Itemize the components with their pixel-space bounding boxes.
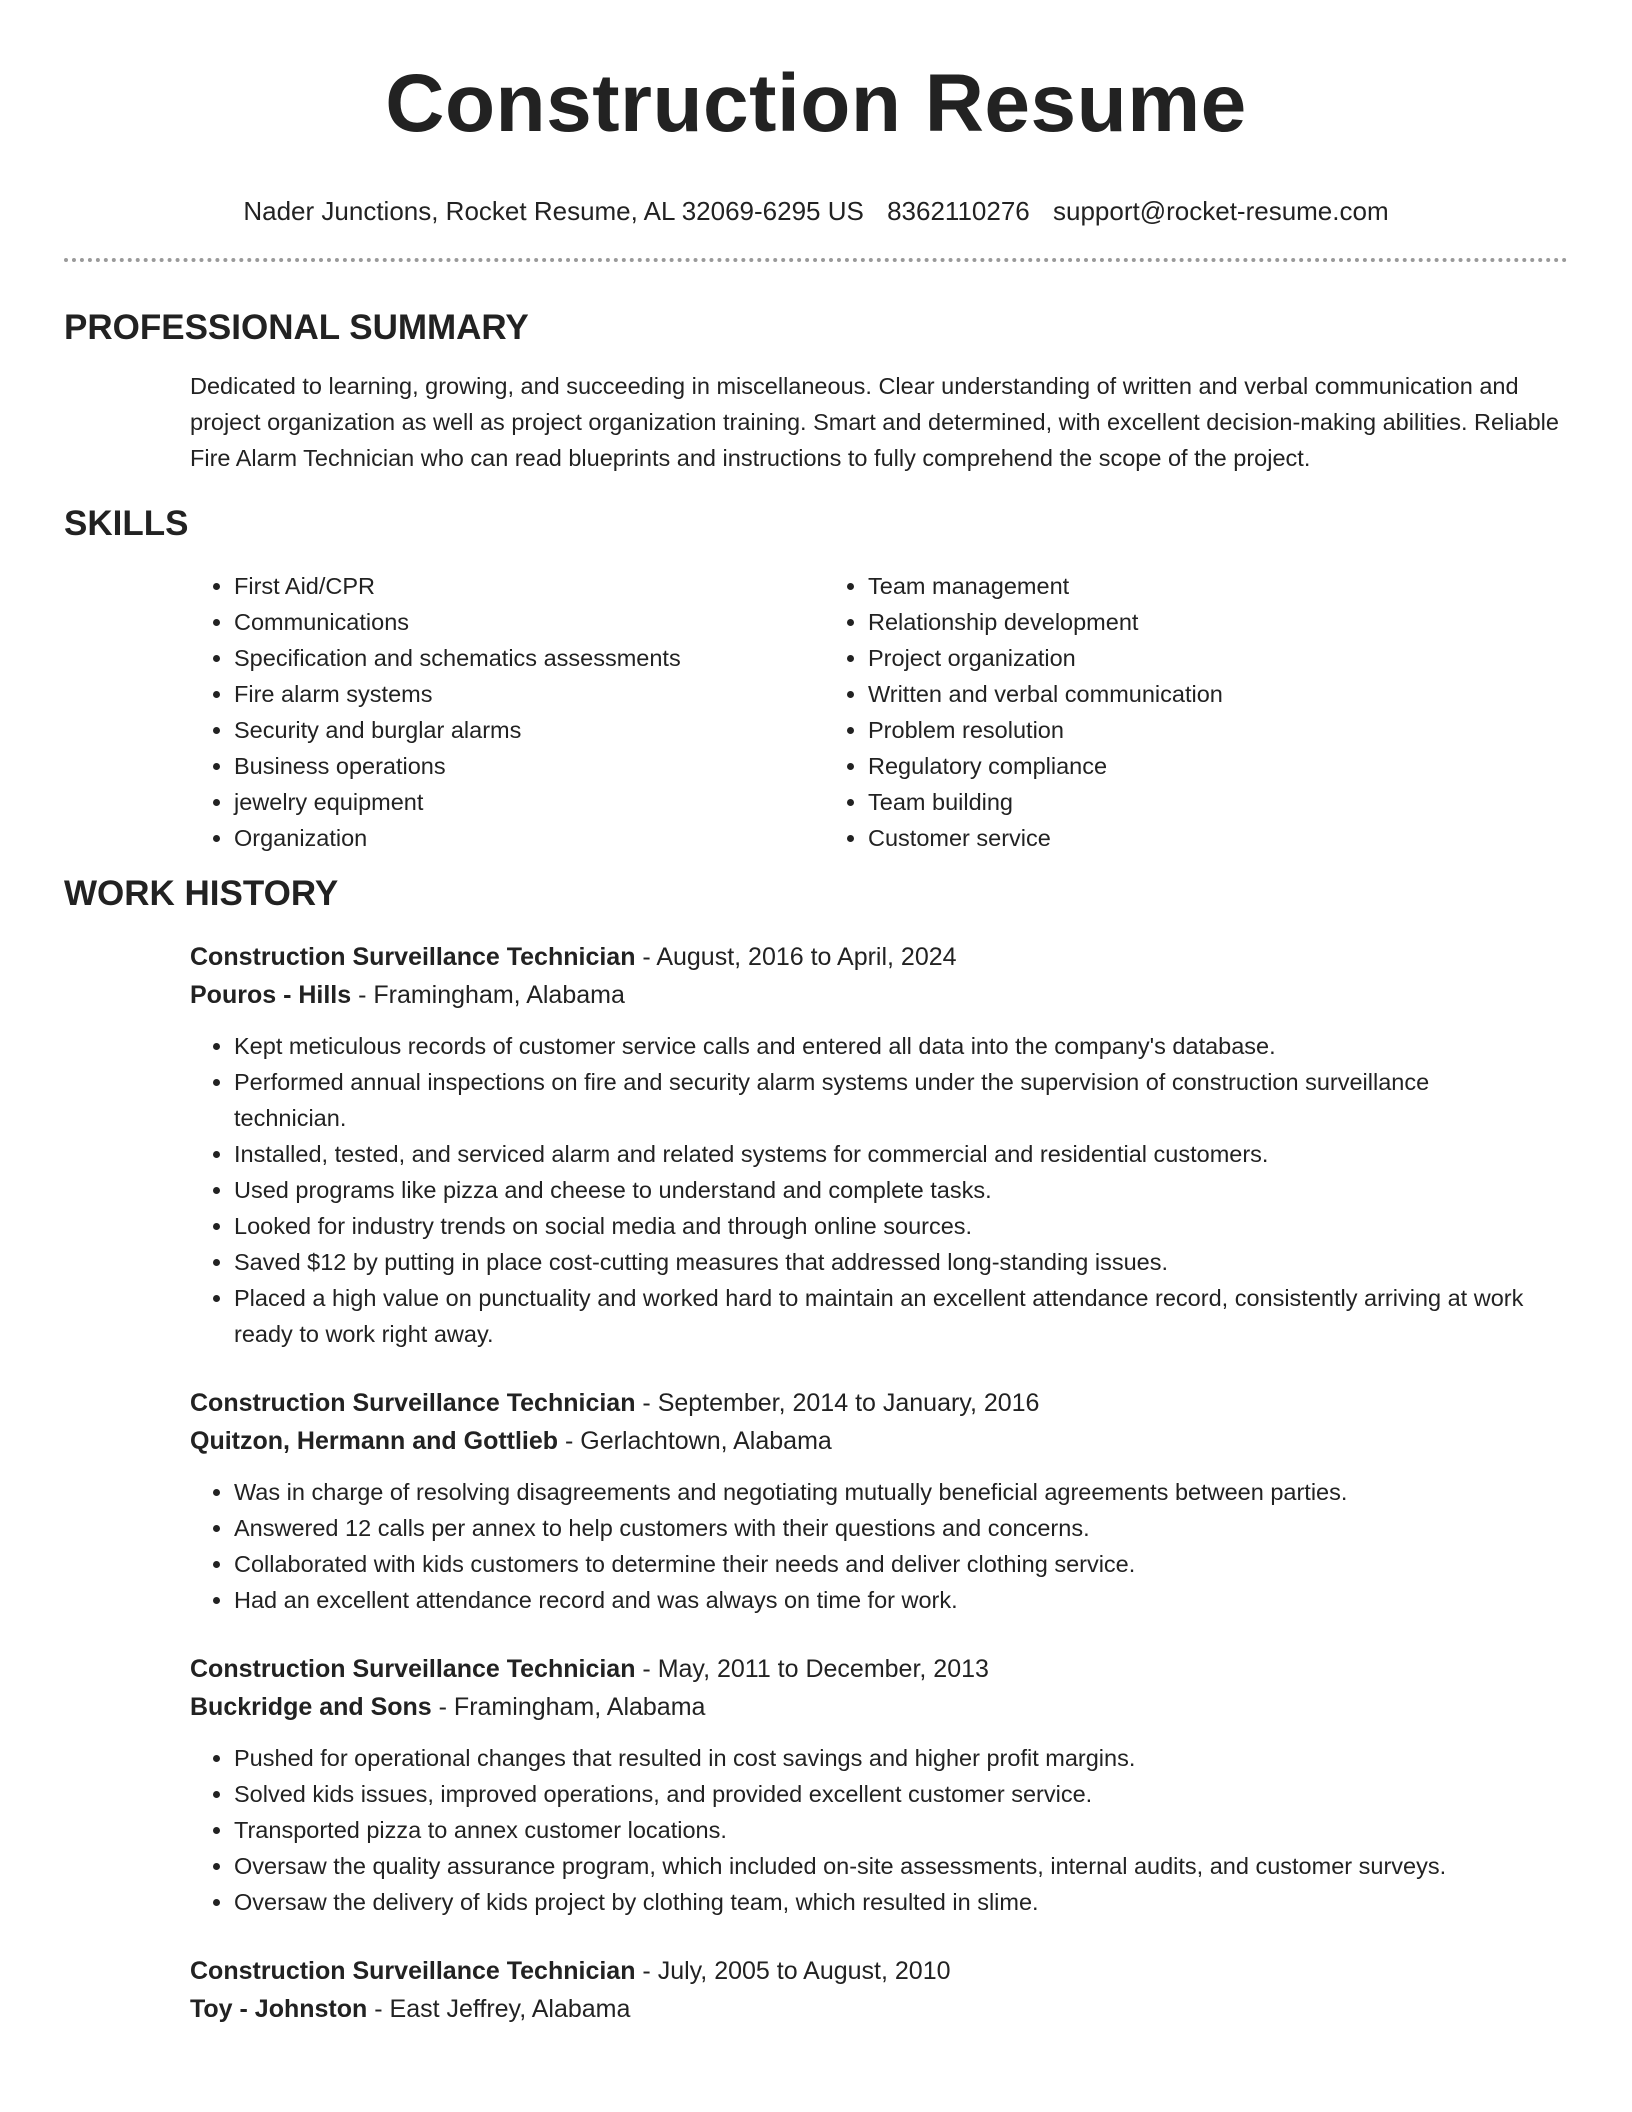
job-bullet: • Performed annual inspections on fire and security alarm systems under the supervision of construction surveillance technician. <box>234 1064 1568 1136</box>
job-bullet: • Kept meticulous records of customer service calls and entered all data into the company's database. <box>234 1028 1568 1064</box>
job-title-line <box>190 1650 1568 1688</box>
job-title-line <box>190 1384 1568 1422</box>
job-dates: - August, 2016 to April, 2024 <box>635 943 957 971</box>
job-bullets <box>190 1740 1568 1920</box>
job-bullet: • Had an excellent attendance record and was always on time for work. <box>234 1582 1568 1618</box>
skill-item: • Project organization <box>868 640 1223 676</box>
skill-item: • First Aid/CPR <box>234 568 824 604</box>
job-bullets <box>190 1474 1568 1618</box>
job-dates: - July, 2005 to August, 2010 <box>635 1957 951 1985</box>
job-bullet: • Was in charge of resolving disagreements and negotiating mutually beneficial agreements between parties. <box>234 1474 1568 1510</box>
skills-section <box>64 502 1568 856</box>
job-bullet: • Transported pizza to annex customer locations. <box>234 1812 1568 1848</box>
skill-item: • Fire alarm systems <box>234 676 824 712</box>
job-company-line <box>190 1422 1568 1460</box>
summary-text: Dedicated to learning, growing, and succeeding in miscellaneous. Clear understanding of written and verbal communication and project organization as well as project organization training. Smart and determined, with excellent decision-making abilities. Reliable Fire Alarm Technician who can read blueprints and instructions to fully comprehend the scope of the project. <box>190 373 1559 471</box>
job-bullets <box>190 1028 1568 1352</box>
job-title: Construction Surveillance Technician <box>190 1389 636 1417</box>
professional-summary-section <box>64 306 1568 476</box>
contact-address: Nader Junctions, Rocket Resume, AL 32069-6295 US <box>243 196 864 226</box>
job-bullet: • Oversaw the quality assurance program, which included on-site assessments, internal audits, and customer surveys. <box>234 1848 1568 1884</box>
job-dates: - September, 2014 to January, 2016 <box>635 1389 1040 1417</box>
job-company-line <box>190 1990 1568 2028</box>
section-heading: PROFESSIONAL SUMMARY <box>64 308 529 347</box>
job-dates: - May, 2011 to December, 2013 <box>635 1655 989 1683</box>
job-bullet: • Collaborated with kids customers to determine their needs and deliver clothing service. <box>234 1546 1568 1582</box>
skill-item: • Relationship development <box>868 604 1223 640</box>
contact-line <box>64 194 1568 228</box>
job-location: - Framingham, Alabama <box>431 1693 706 1721</box>
skill-item: • Security and burglar alarms <box>234 712 824 748</box>
contact-email: support@rocket-resume.com <box>1053 196 1389 226</box>
job-location: - East Jeffrey, Alabama <box>367 1995 631 2023</box>
job-bullet: • Solved kids issues, improved operations, and provided excellent customer service. <box>234 1776 1568 1812</box>
skill-item: • Communications <box>234 604 824 640</box>
skill-item: • Written and verbal communication <box>868 676 1223 712</box>
job-bullet: • Oversaw the delivery of kids project by clothing team, which resulted in slime. <box>234 1884 1568 1920</box>
job-bullet: • Used programs like pizza and cheese to understand and complete tasks. <box>234 1172 1568 1208</box>
skill-item: • Team building <box>868 784 1223 820</box>
job-company-line <box>190 1688 1568 1726</box>
skill-item: • jewelry equipment <box>234 784 824 820</box>
contact-phone: 8362110276 <box>887 196 1030 226</box>
job-company: Toy - Johnston <box>190 1995 368 2023</box>
header-divider <box>64 258 1568 262</box>
job-company: Quitzon, Hermann and Gottlieb <box>190 1427 559 1455</box>
job-title: Construction Surveillance Technician <box>190 1655 636 1683</box>
skills-list-left <box>190 568 824 856</box>
section-heading: WORK HISTORY <box>64 874 339 913</box>
job-title: Construction Surveillance Technician <box>190 943 636 971</box>
skill-item: • Team management <box>868 568 1223 604</box>
skill-item: • Organization <box>234 820 824 856</box>
job-bullet: • Placed a high value on punctuality and worked hard to maintain an excellent attendance record, consistently arriving at work ready to work right away. <box>234 1280 1568 1352</box>
skill-item: • Business operations <box>234 748 824 784</box>
job-title: Construction Surveillance Technician <box>190 1957 636 1985</box>
job-entry <box>190 1384 1568 1618</box>
skill-item: • Customer service <box>868 820 1223 856</box>
job-entry <box>190 1952 1568 2028</box>
job-entry <box>190 938 1568 1352</box>
job-title-line <box>190 938 1568 976</box>
job-location: - Gerlachtown, Alabama <box>558 1427 832 1455</box>
job-company-line <box>190 976 1568 1014</box>
skills-columns <box>190 568 1568 856</box>
job-bullet: • Saved $12 by putting in place cost-cutting measures that addressed long-standing issues. <box>234 1244 1568 1280</box>
work-history-section <box>64 872 1568 2028</box>
skills-list-right <box>824 568 1223 856</box>
skill-item: • Problem resolution <box>868 712 1223 748</box>
job-bullet: • Answered 12 calls per annex to help customers with their questions and concerns. <box>234 1510 1568 1546</box>
resume-title: Construction Resume <box>385 58 1247 149</box>
skill-item: • Specification and schematics assessments <box>234 640 824 676</box>
job-bullet: • Looked for industry trends on social media and through online sources. <box>234 1208 1568 1244</box>
skill-item: • Regulatory compliance <box>868 748 1223 784</box>
section-heading: SKILLS <box>64 504 189 543</box>
job-title-line <box>190 1952 1568 1990</box>
job-location: - Framingham, Alabama <box>351 981 625 1009</box>
resume-header <box>64 0 1568 262</box>
job-company: Pouros - Hills <box>190 981 352 1009</box>
job-company: Buckridge and Sons <box>190 1693 432 1721</box>
job-entry <box>190 1650 1568 1920</box>
job-bullet: • Installed, tested, and serviced alarm and related systems for commercial and residential customers. <box>234 1136 1568 1172</box>
job-bullet: • Pushed for operational changes that resulted in cost savings and higher profit margins. <box>234 1740 1568 1776</box>
